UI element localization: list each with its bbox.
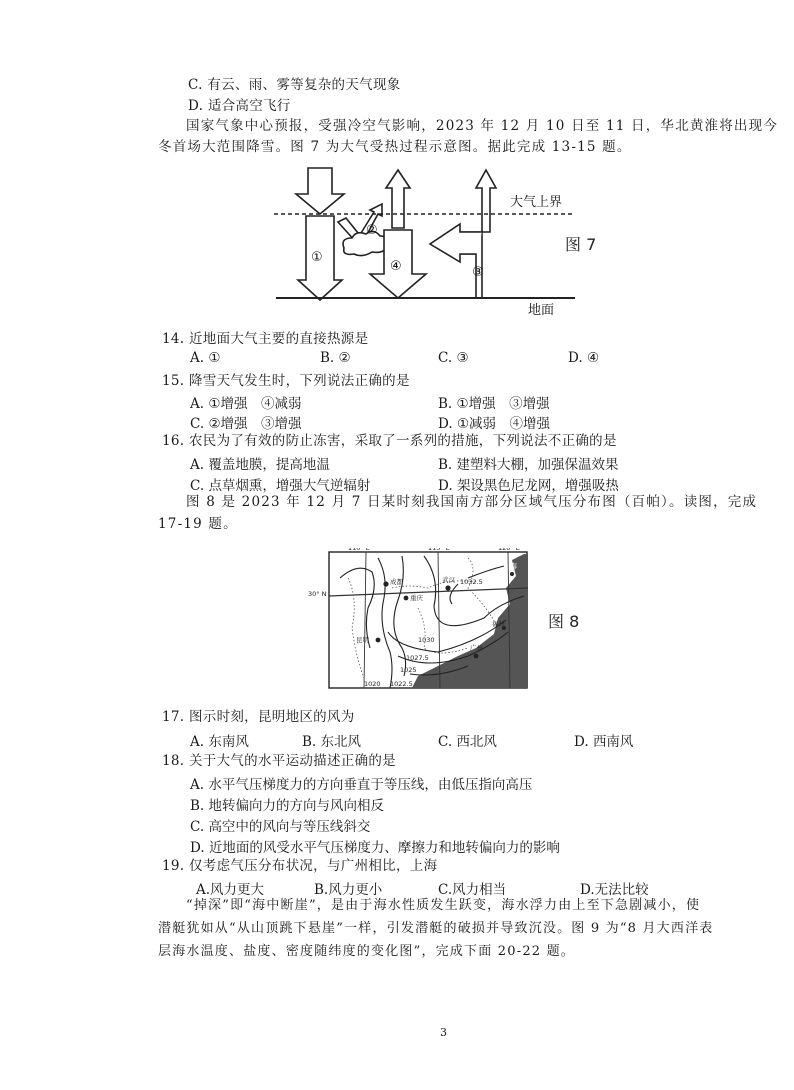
- pressure-map-svg: [328, 548, 528, 690]
- q17-option-d[interactable]: [574, 730, 633, 750]
- intro-17-19-line1: 图 8 是 2023 年 12 月 7 日某时刻我国南方部分区域气压分布图（百帕）。读图，完成: [186, 494, 758, 510]
- option-letter: B.: [302, 734, 317, 750]
- option-text: 有云、雨、雾等复杂的天气现象: [207, 77, 401, 93]
- q18-option-d[interactable]: [190, 836, 560, 856]
- question-stem: 近地面大气主要的直接热源是: [188, 331, 369, 347]
- atmospheric-heating-svg: [270, 162, 580, 322]
- option-letter: C.: [190, 819, 205, 835]
- q15-option-b[interactable]: [438, 392, 550, 412]
- marker-2: ②: [366, 223, 378, 238]
- q16-option-b[interactable]: [438, 453, 619, 473]
- option-letter: D.: [568, 350, 583, 366]
- q14-option-a[interactable]: [190, 350, 220, 366]
- solar-radiation-arrow: [296, 168, 344, 214]
- option-letter: C.: [190, 416, 205, 432]
- q15-option-c[interactable]: [190, 412, 302, 432]
- option-letter: A.: [190, 396, 205, 412]
- option-text: ③: [456, 350, 469, 366]
- intro-20-22-line1: “掉深”即“海中断崖”，是由于海水性质发生跃变，海水浮力由上至下急剧减小，使: [186, 898, 701, 913]
- question-16: [162, 432, 617, 450]
- option-text: ②: [338, 350, 351, 366]
- q18-option-a[interactable]: [190, 773, 532, 793]
- option-text: 无法比较: [594, 882, 649, 898]
- option-letter: C.: [438, 350, 453, 366]
- option-letter: C.: [438, 734, 453, 750]
- question-14: [162, 330, 368, 348]
- option-letter: A.: [190, 457, 205, 473]
- option-letter: C.: [188, 77, 203, 93]
- prev-option-c: [188, 76, 401, 94]
- marker-4: ④: [390, 259, 402, 274]
- option-letter: A.: [190, 734, 205, 750]
- option-text: 风力相当: [452, 882, 507, 898]
- option-letter: A.: [190, 350, 205, 366]
- city-chengdu: 成都: [390, 578, 403, 586]
- intro-20-22-line3: 层海水温度、盐度、密度随纬度的变化图”，完成下面 20-22 题。: [158, 944, 575, 959]
- question-number: 14.: [162, 331, 185, 347]
- city-fuzhou: 福州: [492, 620, 505, 628]
- option-text: 覆盖地膜，提高地温: [208, 457, 330, 473]
- option-letter: C.: [438, 882, 453, 898]
- isobar-1027-5: 1027.5: [406, 654, 429, 662]
- question-number: 15.: [162, 373, 185, 389]
- option-letter: D.: [188, 98, 204, 114]
- ground-label: 地面: [528, 303, 555, 318]
- question-stem: 图示时刻，昆明地区的风为: [188, 709, 355, 725]
- question-stem: 仅考虑气压分布状况，与广州相比，上海: [188, 858, 438, 874]
- option-letter: C.: [190, 478, 205, 494]
- option-letter: A.: [190, 777, 205, 793]
- q17-option-b[interactable]: [302, 730, 361, 750]
- question-15: [162, 372, 410, 390]
- longitude-120-label: 120° E: [498, 548, 520, 552]
- question-number: 16.: [162, 433, 185, 449]
- prev-option-d: [188, 97, 291, 115]
- city-guangzhou: 广州: [470, 644, 483, 652]
- city-kunming: 昆明: [356, 636, 369, 644]
- marker-1: ①: [311, 250, 323, 265]
- page-number: 3: [440, 1026, 447, 1039]
- question-number: 19.: [162, 858, 185, 874]
- intro-20-22-line2: 潜艇犹如从“从山顶跳下悬崖”一样，引发潜艇的破损并导致沉没。图 9 为“8 月大西洋表: [158, 921, 714, 936]
- isobar-1030: 1030: [418, 636, 435, 644]
- option-text: 架设黑色尼龙网，增强吸热: [456, 478, 619, 494]
- option-text: 东南风: [208, 734, 249, 750]
- option-text: 高空中的风向与等压线斜交: [208, 819, 371, 835]
- question-17: [162, 708, 355, 726]
- latitude-30-label: 30° N: [308, 590, 327, 598]
- option-text: 东北风: [320, 734, 362, 750]
- q17-option-c[interactable]: [438, 730, 497, 750]
- city-shanghai: 上海: [504, 562, 517, 570]
- city-wuhan: 武汉: [442, 576, 455, 584]
- isobar-1022-5: 1022.5: [390, 680, 413, 688]
- atmosphere-top-label: 大气上界: [510, 195, 563, 210]
- question-19: [162, 857, 437, 875]
- intro-17-19-line2: 17-19 题。: [158, 516, 238, 532]
- city-chongqing: 重庆: [410, 594, 423, 602]
- option-text: 水平气压梯度力的方向垂直于等压线，由低压指向高压: [208, 777, 533, 793]
- option-letter: D.: [190, 840, 205, 856]
- longitude-110-label: 110° E: [348, 548, 370, 552]
- option-letter: A.: [196, 882, 211, 898]
- q14-option-d[interactable]: [568, 350, 599, 366]
- isobar-1032-5: 1032.5: [460, 578, 483, 586]
- question-number: 17.: [162, 709, 185, 725]
- option-text: 西南风: [592, 734, 634, 750]
- option-text: ①: [208, 350, 221, 366]
- option-text: ①减弱 ④增强: [456, 416, 551, 432]
- q15-option-a[interactable]: [190, 392, 301, 412]
- arrow-4-up: [386, 170, 410, 228]
- option-letter: B.: [438, 396, 453, 412]
- option-text: 西北风: [456, 734, 497, 750]
- option-letter: B.: [438, 457, 453, 473]
- intro-13-15-line2: 冬首场大范围降雪。图 7 为大气受热过程示意图。据此完成 13-15 题。: [158, 139, 632, 155]
- option-text: 风力更大: [210, 882, 265, 898]
- isobar-1020: 1020: [364, 680, 381, 688]
- figure-8-pressure-map: [328, 548, 528, 690]
- q16-option-a[interactable]: [190, 453, 330, 473]
- option-text: ②增强 ③增强: [208, 416, 302, 432]
- isobar-1025: 1025: [400, 666, 417, 674]
- question-18: [162, 752, 396, 770]
- q18-option-c[interactable]: [190, 815, 370, 835]
- option-letter: B.: [190, 798, 205, 814]
- q14-option-c[interactable]: [438, 350, 469, 366]
- q15-option-d[interactable]: [438, 412, 550, 432]
- q14-option-b[interactable]: [320, 350, 351, 366]
- option-text: 适合高空飞行: [207, 98, 291, 114]
- q18-option-b[interactable]: [190, 794, 384, 814]
- figure-7-label: 图 7: [565, 235, 597, 254]
- option-letter: D.: [438, 416, 453, 432]
- longitude-115-label: 115° E: [428, 548, 450, 552]
- option-letter: D.: [580, 882, 595, 898]
- option-text: ①增强 ③增强: [456, 396, 550, 412]
- option-text: 建塑料大棚，加强保温效果: [456, 457, 619, 473]
- option-text: 风力更小: [328, 882, 383, 898]
- option-text: 点草烟熏，增强大气逆辐射: [208, 478, 371, 494]
- q17-option-a[interactable]: [190, 730, 249, 750]
- figure-8-label: 图 8: [548, 612, 580, 631]
- figure-7-atmospheric-heating-diagram: [270, 162, 580, 322]
- question-stem: 农民为了有效的防止冻害，采取了一系列的措施，下列说法不正确的是: [188, 433, 617, 449]
- option-text: ④: [586, 350, 600, 366]
- question-number: 18.: [162, 753, 185, 769]
- question-stem: 关于大气的水平运动描述正确的是: [188, 753, 396, 769]
- option-text: ①增强 ④减弱: [208, 396, 302, 412]
- intro-13-15-line1: 国家气象中心预报，受强冷空气影响，2023 年 12 月 10 日至 11 日，华北黄淮将出现今: [186, 118, 779, 134]
- question-stem: 降雪天气发生时，下列说法正确的是: [188, 373, 410, 389]
- option-letter: D.: [574, 734, 589, 750]
- option-letter: B.: [314, 882, 329, 898]
- option-text: 地转偏向力的方向与风向相反: [208, 798, 385, 814]
- marker-3: ③: [472, 265, 484, 280]
- option-letter: D.: [438, 478, 453, 494]
- option-letter: B.: [320, 350, 335, 366]
- option-text: 近地面的风受水平气压梯度力、摩擦力和地转偏向力的影响: [208, 840, 560, 856]
